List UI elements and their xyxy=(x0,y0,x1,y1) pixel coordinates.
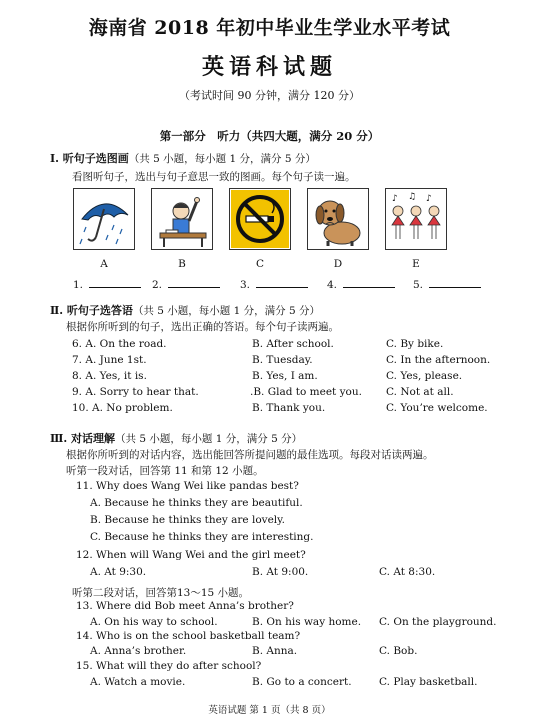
section3-note: （共 5 小题，每小题 1 分，满分 5 分） xyxy=(115,433,303,445)
option-6b[interactable]: B. After school. xyxy=(252,338,334,350)
option-10b[interactable]: B. Thank you. xyxy=(252,402,326,414)
question-14: 14. Who is on the school basketball team? xyxy=(76,630,301,642)
section1-note: （共 5 小题，每小题 1 分，满分 5 分） xyxy=(128,153,316,165)
part1-heading: 第一部分 听力（共四大题，满分 20 分） xyxy=(159,129,380,143)
answer-line[interactable] xyxy=(89,278,141,288)
option-12a[interactable]: A. At 9:30. xyxy=(90,566,147,578)
option-7c[interactable]: C. In the afternoon. xyxy=(386,354,491,366)
student-raising-hand-icon xyxy=(152,189,212,249)
sad-dog-icon xyxy=(308,189,368,249)
answer-line[interactable] xyxy=(168,278,220,288)
answer-blank-3-label: 3. xyxy=(240,279,251,291)
picture-label-b: B xyxy=(178,258,186,270)
dialog1-instruction: 听第一段对话，回答第 11 和第 12 小题。 xyxy=(66,465,264,477)
section1-title-text: Ⅰ. 听句子选图画 xyxy=(50,152,129,165)
singing-children-icon xyxy=(386,189,446,249)
picture-c xyxy=(229,188,291,250)
answer-blank-5-label: 5. xyxy=(413,279,424,291)
option-15b[interactable]: B. Go to a concert. xyxy=(252,676,352,688)
picture-label-d: D xyxy=(333,258,343,270)
option-13c[interactable]: C. On the playground. xyxy=(379,616,497,628)
exam-info: （考试时间 90 分钟，满分 120 分） xyxy=(179,89,360,102)
section3-instruction: 根据你所听到的对话内容，选出能回答所提问题的最佳选项。每段对话读两遍。 xyxy=(66,449,434,461)
option-15a[interactable]: A. Watch a movie. xyxy=(90,676,186,688)
option-9b[interactable]: .B. Glad to meet you. xyxy=(250,386,362,398)
svg-text:♪: ♪ xyxy=(426,194,432,204)
section1-title xyxy=(50,150,316,166)
section2-note: （共 5 小题，每小题 1 分，满分 5 分） xyxy=(132,305,321,317)
page-footer: 英语试题 第 1 页（共 8 页） xyxy=(208,705,331,716)
question-13: 13. Where did Bob meet Anna’s brother? xyxy=(76,600,294,612)
picture-label-e: E xyxy=(412,258,420,270)
option-7b[interactable]: B. Tuesday. xyxy=(252,354,313,366)
option-9a[interactable]: 9. A. Sorry to hear that. xyxy=(72,386,199,398)
answer-blank-2-label: 2. xyxy=(152,279,163,291)
svg-text:♪: ♪ xyxy=(392,194,398,204)
option-6a[interactable]: 6. A. On the road. xyxy=(72,338,167,350)
section2-title-text: Ⅱ. 听句子选答语 xyxy=(50,304,133,317)
answer-line[interactable] xyxy=(256,278,308,288)
option-8a[interactable]: 8. A. Yes, it is. xyxy=(72,370,147,382)
answer-line[interactable] xyxy=(343,278,395,288)
option-12c[interactable]: C. At 8:30. xyxy=(379,566,436,578)
section2-title xyxy=(50,302,320,318)
option-10c[interactable]: C. You’re welcome. xyxy=(386,402,488,414)
option-10a[interactable]: 10. A. No problem. xyxy=(72,402,173,414)
answer-blank-2[interactable] xyxy=(152,278,220,291)
answer-blank-1[interactable] xyxy=(73,278,141,291)
svg-text:♫: ♫ xyxy=(408,192,417,202)
section3-title xyxy=(50,430,302,446)
no-smoking-icon xyxy=(230,189,290,249)
option-13b[interactable]: B. On his way home. xyxy=(252,616,362,628)
option-8c[interactable]: C. Yes, please. xyxy=(386,370,463,382)
option-7a[interactable]: 7. A. June 1st. xyxy=(72,354,147,366)
dialog2-instruction: 听第二段对话，回答第13～15 小题。 xyxy=(72,587,250,599)
picture-b xyxy=(151,188,213,250)
option-13a[interactable]: A. On his way to school. xyxy=(90,616,218,628)
exam-title: 海南省 2018 年初中毕业生学业水平考试 xyxy=(88,17,451,39)
section1-instruction: 看图听句子，选出与句子意思一致的图画。每个句子读一遍。 xyxy=(72,171,356,183)
option-14b[interactable]: B. Anna. xyxy=(252,645,298,657)
option-6c[interactable]: C. By bike. xyxy=(386,338,444,350)
answer-blank-4-label: 4. xyxy=(327,279,338,291)
section3-title-text: Ⅲ. 对话理解 xyxy=(50,432,116,445)
subject-title: 英语科试题 xyxy=(201,54,337,80)
option-15c[interactable]: C. Play basketball. xyxy=(379,676,478,688)
question-11: 11. Why does Wang Wei like pandas best? xyxy=(76,480,299,492)
option-11b[interactable]: B. Because he thinks they are lovely. xyxy=(90,514,286,526)
question-12: 12. When will Wang Wei and the girl meet? xyxy=(76,549,306,561)
answer-blank-5[interactable] xyxy=(413,278,481,291)
answer-blank-4[interactable] xyxy=(327,278,395,291)
answer-blank-3[interactable] xyxy=(240,278,308,291)
option-11c[interactable]: C. Because he thinks they are interesting. xyxy=(90,531,314,543)
picture-d xyxy=(307,188,369,250)
option-14c[interactable]: C. Bob. xyxy=(379,645,418,657)
answer-line[interactable] xyxy=(429,278,481,288)
option-11a[interactable]: A. Because he thinks they are beautiful. xyxy=(90,497,303,509)
option-14a[interactable]: A. Anna’s brother. xyxy=(90,645,187,657)
section2-instruction: 根据你所听到的句子，选出正确的答语。每个句子读两遍。 xyxy=(66,321,339,333)
umbrella-rain-icon xyxy=(74,189,134,249)
picture-label-c: C xyxy=(255,258,265,270)
picture-e xyxy=(385,188,447,250)
option-8b[interactable]: B. Yes, I am. xyxy=(252,370,318,382)
option-9c[interactable]: C. Not at all. xyxy=(386,386,454,398)
picture-label-a: A xyxy=(100,258,108,270)
picture-a xyxy=(73,188,135,250)
question-15: 15. What will they do after school? xyxy=(76,660,262,672)
answer-blank-1-label: 1. xyxy=(73,279,84,291)
option-12b[interactable]: B. At 9:00. xyxy=(252,566,309,578)
